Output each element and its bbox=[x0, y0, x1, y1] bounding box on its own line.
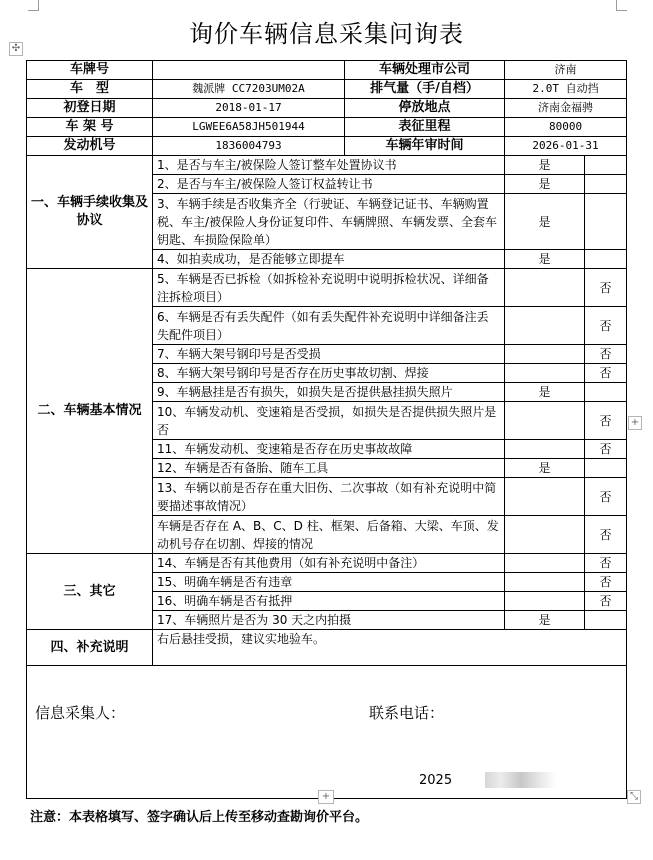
info-value: LGWEE6A58JH501944 bbox=[153, 118, 345, 137]
question-text: 4、如拍卖成功，是否能够立即提车 bbox=[153, 250, 505, 269]
info-label: 表征里程 bbox=[345, 118, 505, 137]
answer-yes bbox=[505, 269, 585, 307]
answer-yes bbox=[505, 402, 585, 440]
table-move-handle-icon[interactable]: ✣ bbox=[9, 42, 23, 56]
info-label: 车牌号 bbox=[27, 61, 153, 80]
answer-yes: 是 bbox=[505, 156, 585, 175]
section-title: 二、车辆基本情况 bbox=[27, 269, 153, 554]
answer-yes: 是 bbox=[505, 459, 585, 478]
answer-no: 否 bbox=[585, 364, 627, 383]
question-text: 13、车辆以前是否存在重大旧伤、二次事故（如有补充说明中简要描述事故情况） bbox=[153, 478, 505, 516]
answer-yes bbox=[505, 478, 585, 516]
info-label: 排气量（手/自档） bbox=[345, 80, 505, 99]
sign-date: 2025 bbox=[419, 773, 453, 788]
question-text: 2、是否与车主/被保险人签订权益转让书 bbox=[153, 175, 505, 194]
answer-no bbox=[585, 175, 627, 194]
section-title: 四、补充说明 bbox=[27, 630, 153, 666]
question-text: 车辆是否存在 A、B、C、D 柱、框架、后备箱、大梁、车顶、发动机号存在切割、焊接的情况 bbox=[153, 516, 505, 554]
add-column-button[interactable]: + bbox=[628, 416, 642, 430]
answer-yes bbox=[505, 440, 585, 459]
answer-yes: 是 bbox=[505, 611, 585, 630]
signature-area bbox=[27, 666, 627, 799]
answer-no: 否 bbox=[585, 516, 627, 554]
page-corner-mark bbox=[28, 0, 39, 11]
question-text: 17、车辆照片是否为 30 天之内拍摄 bbox=[153, 611, 505, 630]
answer-no: 否 bbox=[585, 554, 627, 573]
answer-no: 否 bbox=[585, 307, 627, 345]
answer-yes bbox=[505, 516, 585, 554]
info-value bbox=[153, 61, 345, 80]
question-text: 10、车辆发动机、变速箱是否受损，如损失是否提供损失照片是否 bbox=[153, 402, 505, 440]
answer-yes: 是 bbox=[505, 194, 585, 250]
answer-no: 否 bbox=[585, 592, 627, 611]
answer-no: 否 bbox=[585, 440, 627, 459]
answer-no bbox=[585, 611, 627, 630]
info-label: 车 型 bbox=[27, 80, 153, 99]
inquiry-form-table bbox=[26, 60, 627, 799]
info-value: 2.0T 自动挡 bbox=[505, 80, 627, 99]
answer-no bbox=[585, 383, 627, 402]
answer-yes bbox=[505, 592, 585, 611]
answer-no bbox=[585, 250, 627, 269]
question-text: 14、车辆是否有其他费用（如有补充说明中备注） bbox=[153, 554, 505, 573]
question-text: 16、明确车辆是否有抵押 bbox=[153, 592, 505, 611]
info-value: 1836004793 bbox=[153, 137, 345, 156]
answer-no bbox=[585, 194, 627, 250]
answer-yes bbox=[505, 364, 585, 383]
question-text: 12、车辆是否有备胎、随车工具 bbox=[153, 459, 505, 478]
answer-yes bbox=[505, 573, 585, 592]
section-title: 三、其它 bbox=[27, 554, 153, 630]
answer-yes bbox=[505, 345, 585, 364]
answer-yes: 是 bbox=[505, 250, 585, 269]
question-text: 11、车辆发动机、变速箱是否存在历史事故故障 bbox=[153, 440, 505, 459]
add-row-button[interactable]: + bbox=[318, 790, 334, 804]
info-value: 济南 bbox=[505, 61, 627, 80]
question-text: 5、车辆是否已拆检（如拆检补充说明中说明拆检状况、详细备注拆检项目） bbox=[153, 269, 505, 307]
answer-yes bbox=[505, 554, 585, 573]
question-text: 3、车辆手续是否收集齐全（行驶证、车辆登记证书、车辆购置税、车主/被保险人身份证复印件、车辆牌照、车辆发票、全套车钥匙、车损险保险单） bbox=[153, 194, 505, 250]
info-value: 2026-01-31 bbox=[505, 137, 627, 156]
footer-note: 注意：本表格填写、签字确认后上传至移动查勘询价平台。 bbox=[30, 810, 369, 825]
table-resize-handle-icon[interactable]: ⤡ bbox=[627, 790, 641, 804]
question-text: 6、车辆是否有丢失配件（如有丢失配件补充说明中详细备注丢失配件项目） bbox=[153, 307, 505, 345]
info-value: 魏派牌 CC7203UM02A bbox=[153, 80, 345, 99]
collector-label: 信息采集人： bbox=[35, 704, 126, 722]
info-label: 发动机号 bbox=[27, 137, 153, 156]
answer-yes: 是 bbox=[505, 175, 585, 194]
answer-no: 否 bbox=[585, 478, 627, 516]
info-label: 车辆处理市公司 bbox=[345, 61, 505, 80]
answer-no: 否 bbox=[585, 402, 627, 440]
info-label: 停放地点 bbox=[345, 99, 505, 118]
answer-no bbox=[585, 156, 627, 175]
answer-no: 否 bbox=[585, 269, 627, 307]
info-label: 初登日期 bbox=[27, 99, 153, 118]
question-text: 9、车辆悬挂是否有损失，如损失是否提供悬挂损失照片 bbox=[153, 383, 505, 402]
supplement-text: 右后悬挂受损，建议实地验车。 bbox=[153, 630, 627, 666]
page-corner-mark bbox=[616, 0, 627, 11]
section-title: 一、车辆手续收集及协议 bbox=[27, 156, 153, 269]
info-label: 车辆年审时间 bbox=[345, 137, 505, 156]
answer-yes: 是 bbox=[505, 383, 585, 402]
answer-yes bbox=[505, 307, 585, 345]
info-label: 车 架 号 bbox=[27, 118, 153, 137]
question-text: 8、车辆大架号钢印号是否存在历史事故切割、焊接 bbox=[153, 364, 505, 383]
phone-label: 联系电话： bbox=[369, 704, 445, 722]
question-text: 15、明确车辆是否有违章 bbox=[153, 573, 505, 592]
answer-no: 否 bbox=[585, 345, 627, 364]
question-text: 7、车辆大架号钢印号是否受损 bbox=[153, 345, 505, 364]
question-text: 1、是否与车主/被保险人签订整车处置协议书 bbox=[153, 156, 505, 175]
info-value: 济南金福骋 bbox=[505, 99, 627, 118]
form-title: 询价车辆信息采集问询表 bbox=[189, 20, 464, 48]
answer-no bbox=[585, 459, 627, 478]
info-value: 2018-01-17 bbox=[153, 99, 345, 118]
info-value: 80000 bbox=[505, 118, 627, 137]
answer-no: 否 bbox=[585, 573, 627, 592]
handwritten-signature bbox=[477, 772, 557, 788]
